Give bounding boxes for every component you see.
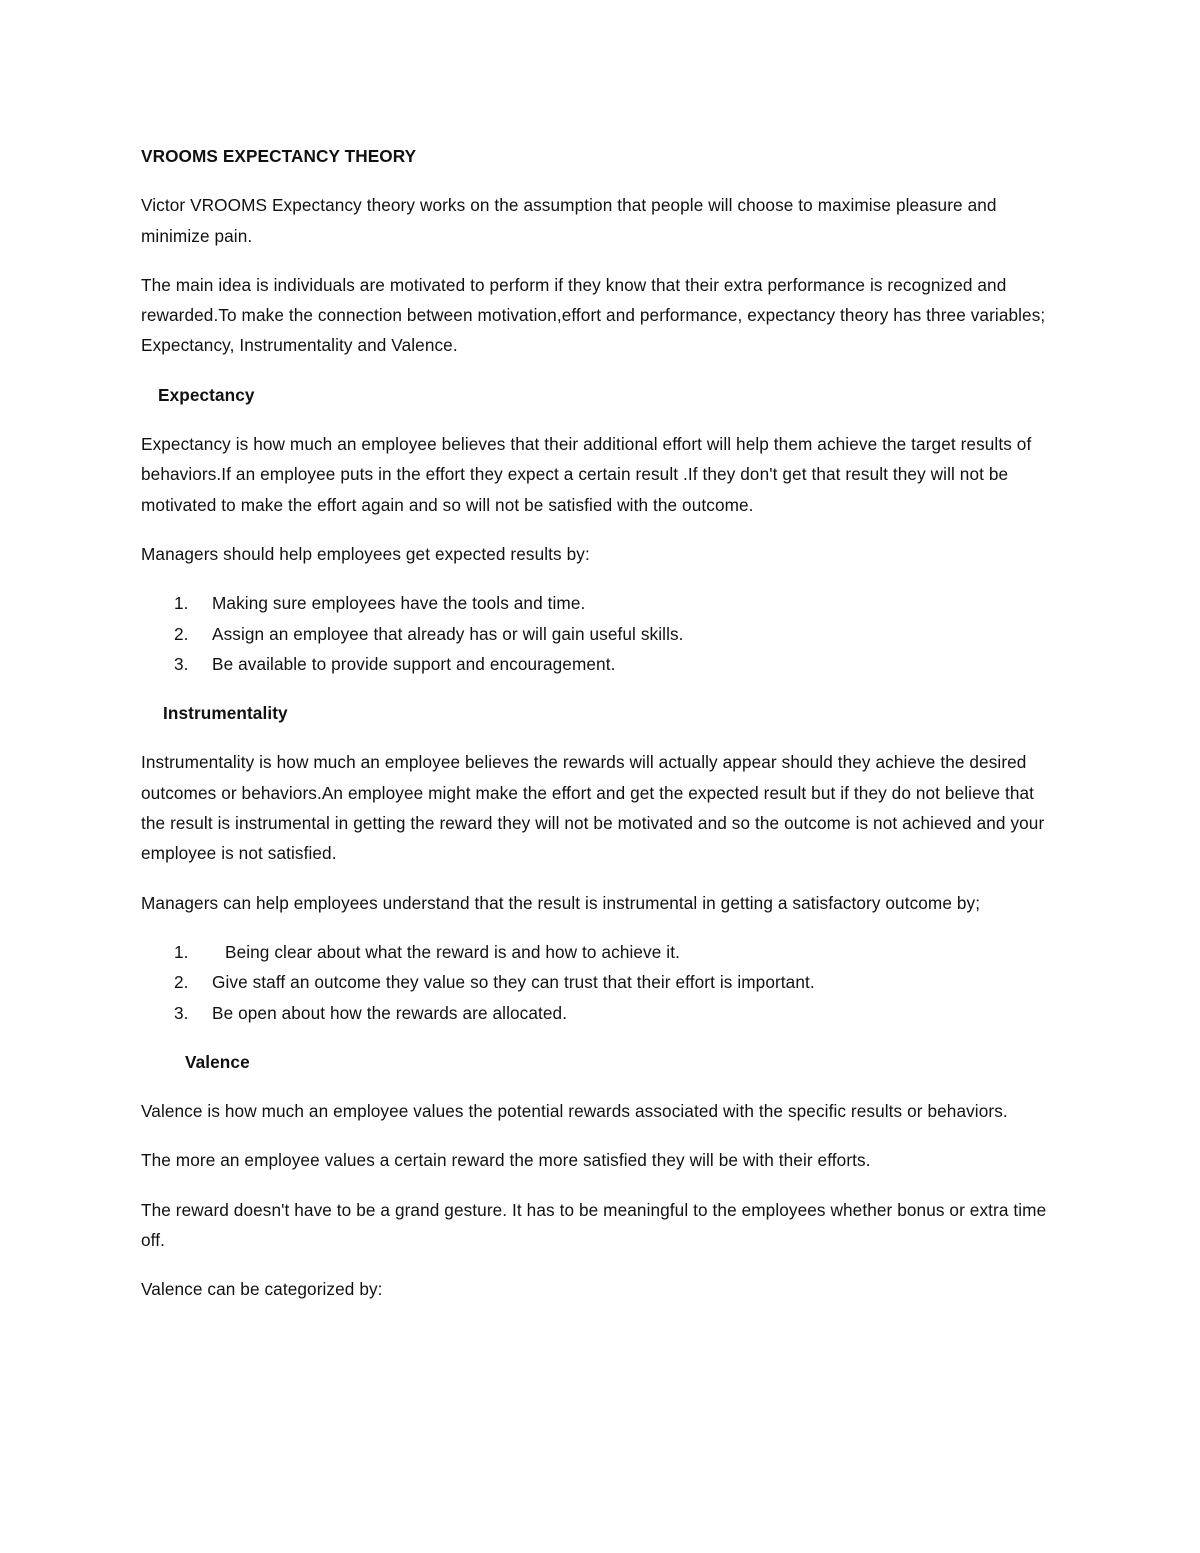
- intro-paragraph-1: Victor VROOMS Expectancy theory works on the assumption that people will choose to maximise pleasure and minimize pain.: [141, 195, 997, 246]
- list-item: [141, 649, 1057, 679]
- list-item-text: Be available to provide support and encouragement.: [212, 653, 616, 674]
- intro-paragraph-2: The main idea is individuals are motivated to perform if they know that their extra performance is recognized and rewarded.To make the connection between motivation,effort and performance, expectancy theory has three variables; Expectancy, Instrumentality and Valence.: [141, 274, 1046, 356]
- expectancy-list-intro: Managers should help employees get expected results by:: [141, 543, 590, 564]
- list-number: 3.: [174, 1002, 189, 1023]
- document-body: [141, 141, 1057, 1324]
- instrumentality-list: [141, 937, 1057, 1028]
- valence-paragraph-1: Valence is how much an employee values the potential rewards associated with the specific results or behaviors.: [141, 1101, 1008, 1122]
- list-number: 1.: [174, 941, 189, 962]
- list-item-text: Be open about how the rewards are allocated.: [212, 1002, 568, 1023]
- expectancy-list: [141, 588, 1057, 679]
- list-item-text: Assign an employee that already has or will gain useful skills.: [212, 623, 684, 644]
- list-item: [141, 998, 1057, 1028]
- list-item-text: Being clear about what the reward is and how to achieve it.: [225, 941, 680, 962]
- list-item: [141, 967, 1057, 997]
- section-heading-instrumentality: Instrumentality: [163, 703, 288, 724]
- section-heading-expectancy: Expectancy: [158, 384, 255, 405]
- instrumentality-list-intro: Managers can help employees understand that the result is instrumental in getting a satisfactory outcome by;: [141, 892, 981, 913]
- list-item: [141, 937, 1057, 967]
- list-item: [141, 619, 1057, 649]
- document-title: VROOMS EXPECTANCY THEORY: [141, 146, 417, 166]
- valence-paragraph-3: The reward doesn't have to be a grand gesture. It has to be meaningful to the employees whether bonus or extra time off.: [141, 1199, 1047, 1251]
- list-item-text: Making sure employees have the tools and time.: [212, 593, 586, 614]
- expectancy-paragraph: Expectancy is how much an employee believes that their additional effort will help them achieve the target results of behaviors.If an employee puts in the effort they expect a certain result .If they don't get that result they will not be motivated to make the effort again and so will not be satisfied with the outcome.: [141, 434, 1032, 515]
- section-heading-valence: Valence: [185, 1051, 250, 1072]
- list-item-text: Give staff an outcome they value so they can trust that their effort is important.: [212, 972, 815, 993]
- list-number: 2.: [174, 972, 189, 993]
- list-number: 3.: [174, 653, 189, 674]
- instrumentality-paragraph: Instrumentality is how much an employee believes the rewards will actually appear should they achieve the desired outcomes or behaviors.An employee might make the effort and get the expected result but if they do not believe that the result is instrumental in getting the reward they will not be motivated and so the outcome is not achieved and your employee is not satisfied.: [141, 752, 1045, 864]
- list-number: 1.: [174, 593, 189, 614]
- valence-paragraph-2: The more an employee values a certain reward the more satisfied they will be with their efforts.: [141, 1150, 871, 1171]
- valence-paragraph-4: Valence can be categorized by:: [141, 1279, 383, 1300]
- list-item: [141, 588, 1057, 618]
- list-number: 2.: [174, 623, 189, 644]
